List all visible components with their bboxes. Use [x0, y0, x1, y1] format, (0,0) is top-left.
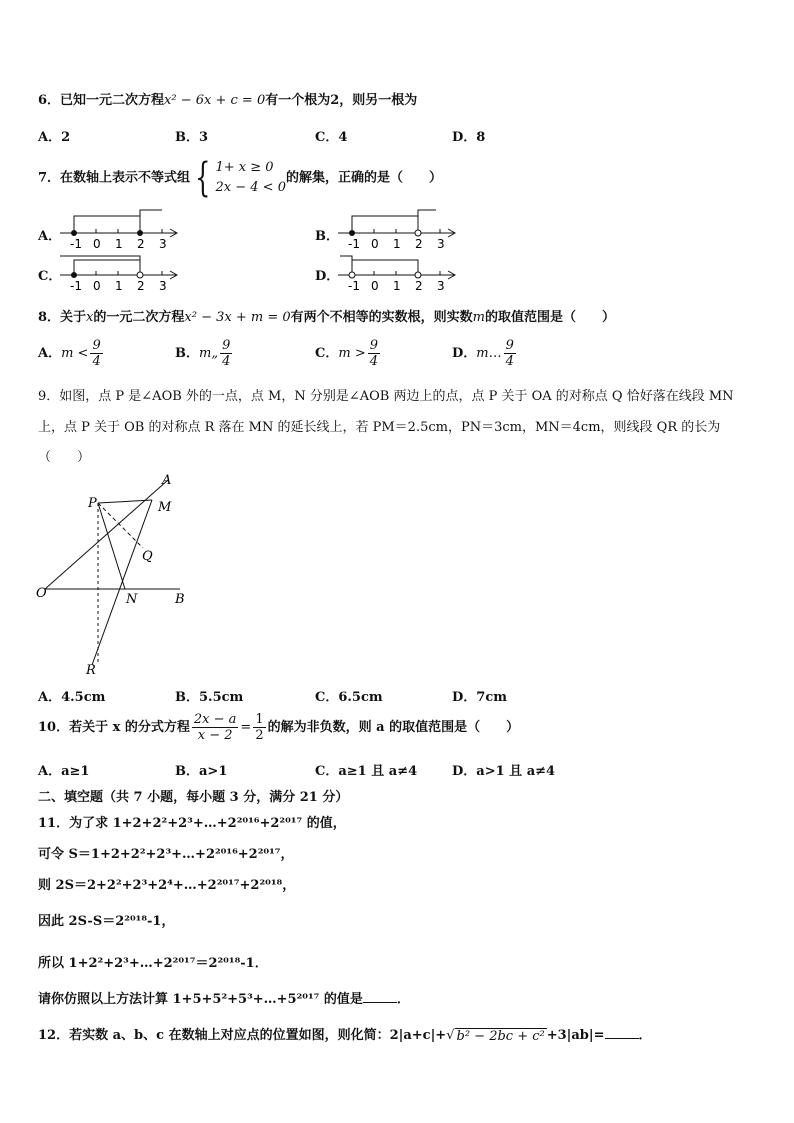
- q7-stem-b: 的解集，正确的是（ ）: [285, 170, 442, 186]
- q8-stem-d: 的取值范围是（ ）: [484, 310, 615, 325]
- tick-label: 2: [415, 237, 423, 251]
- q9-line-2: 上，点 P 关于 OB 的对称点 R 落在 MN 的延长线上，若 PM＝2.5cm，PN＝3cm，MN＝4cm，则线段 QR 的长为: [38, 420, 721, 435]
- q6-stem-b: 有一个根为: [265, 93, 331, 108]
- tick-label: 0: [371, 237, 379, 251]
- q10-lhs-fraction: $\frac{2x - a}{x - 2}$: [193, 712, 237, 743]
- tick-label: 2: [137, 237, 145, 251]
- q11-answer-blank[interactable]: [363, 990, 397, 1003]
- q11-line-4: 因此 2S-S＝2²⁰¹⁸-1，: [38, 914, 175, 929]
- q6-root: 2: [330, 93, 340, 108]
- tick-label: 3: [437, 279, 445, 293]
- q11-line-2: 可令 S＝1+2+2²+2³+…+2²⁰¹⁶+2²⁰¹⁷，: [38, 847, 294, 862]
- tick-label: -1: [70, 237, 82, 251]
- tick-label: 1: [393, 237, 401, 251]
- q6-option-b[interactable]: B．3: [175, 130, 209, 145]
- q8-stem-b: 的一元二次方程: [93, 310, 185, 325]
- q8-stem-a: 8．关于: [38, 310, 87, 325]
- tick-label: 0: [93, 237, 101, 251]
- q10-stem-b: 的解为非负数，则 a 的取值范围是（ ）: [267, 720, 520, 735]
- tick-label: 3: [159, 237, 167, 251]
- q11-line-3: 则 2S＝2+2²+2³+2⁴+…+2²⁰¹⁷+2²⁰¹⁸，: [38, 878, 296, 893]
- q9-option-a[interactable]: A．4.5cm: [38, 690, 106, 705]
- q9-option-d[interactable]: D．7cm: [452, 690, 507, 705]
- q7-row-2: 2x − 4 < 0: [215, 180, 286, 195]
- q12-radical: √ b² − 2bc + c²: [446, 1028, 545, 1044]
- q10-option-d[interactable]: D．a>1 且 a≠4: [452, 764, 556, 779]
- q8-option-d[interactable]: D．m… $\frac{9}{4}$: [452, 338, 514, 369]
- q8-option-b[interactable]: B．m„ $\frac{9}{4}$: [175, 338, 231, 369]
- q10-stem-a: 10．若关于 x 的分式方程: [38, 720, 190, 735]
- tick-label: 0: [93, 279, 101, 293]
- q8-option-a[interactable]: A．m < $\frac{9}{4}$: [38, 338, 101, 369]
- q7-number-line-c[interactable]: [58, 252, 182, 294]
- tick-label: 1: [115, 237, 123, 251]
- q10-option-b[interactable]: B．a>1: [175, 764, 228, 779]
- q12-answer-blank[interactable]: [605, 1026, 639, 1039]
- q8-equation: x² − 3x + m = 0: [184, 310, 291, 325]
- q11-line-5: 所以 1+2²+2³+…+2²⁰¹⁷＝2²⁰¹⁸-1．: [38, 956, 268, 971]
- q6-option-d[interactable]: D．8: [452, 130, 486, 145]
- q8-var-x: x: [86, 310, 94, 325]
- q7-option-c-label[interactable]: C．: [38, 269, 62, 284]
- q9-geometry-figure: [30, 470, 200, 680]
- q6-equation: x² − 6x + c = 0: [164, 93, 266, 108]
- tick-label: 3: [437, 237, 445, 251]
- q7-number-line-b[interactable]: [336, 206, 460, 252]
- question-8: [38, 306, 615, 325]
- label-r: R: [86, 663, 96, 678]
- q10-option-c[interactable]: C．a≥1 且 a≠4: [315, 764, 418, 779]
- q8-option-c[interactable]: C．m > $\frac{9}{4}$: [315, 338, 378, 369]
- label-m: M: [158, 500, 172, 515]
- q7-option-a-label[interactable]: A．: [38, 229, 62, 244]
- q11-line-1: 11．为了求 1+2+2²+2³+…+2²⁰¹⁶+2²⁰¹⁷ 的值，: [38, 816, 346, 831]
- question-12: 12．若实数 a、b、c 在数轴上对应点的位置如图，则化简：2|a+c|+ √ b² − 2bc + c² +3|ab|= ．: [38, 1028, 652, 1044]
- question-6: [38, 89, 417, 108]
- q7-row-1: 1+ x ≥ 0: [215, 160, 274, 175]
- q6-option-c[interactable]: C．4: [315, 130, 348, 145]
- question-10: [38, 712, 519, 743]
- q6-option-a[interactable]: A．2: [38, 130, 71, 145]
- section-2-heading: 二、填空题（共 7 小题，每小题 3 分，满分 21 分）: [38, 790, 349, 805]
- label-a: A: [162, 473, 172, 488]
- tick-label: -1: [348, 279, 360, 293]
- q6-stem-a: 6．已知一元二次方程: [38, 93, 165, 108]
- q8-var-m: m: [472, 310, 485, 325]
- tick-label: 2: [415, 279, 423, 293]
- label-o: O: [36, 586, 47, 601]
- q10-equals: =: [240, 720, 252, 735]
- q6-stem-c: ，则另一根为: [339, 93, 418, 108]
- label-q: Q: [142, 549, 153, 564]
- question-7: [38, 155, 442, 201]
- q7-number-line-a[interactable]: [58, 206, 182, 252]
- q7-option-d-label[interactable]: D．: [315, 269, 340, 284]
- label-b: B: [175, 592, 185, 607]
- q12-stem-b: +3|ab|=: [546, 1028, 605, 1043]
- tick-label: -1: [70, 279, 82, 293]
- tick-label: -1: [348, 237, 360, 251]
- q7-stem-a: 7．在数轴上表示不等式组: [38, 170, 191, 186]
- q11-line-6: 请你仿照以上方法计算 1+5+5²+5³+…+5²⁰¹⁷ 的值是 ．: [38, 992, 410, 1007]
- q7-option-b-label[interactable]: B．: [315, 229, 339, 244]
- q7-inequality-system: { 1+ x ≥ 0 2x − 4 < 0: [195, 155, 286, 201]
- q9-line-1: 9．如图，点 P 是∠AOB 外的一点，点 M，N 分别是∠AOB 两边上的点，点 P 关于 OA 的对称点 Q 恰好落在线段 MN: [38, 389, 734, 404]
- tick-label: 2: [137, 279, 145, 293]
- q9-option-b[interactable]: B．5.5cm: [175, 690, 244, 705]
- q9-option-c[interactable]: C．6.5cm: [315, 690, 383, 705]
- label-n: N: [126, 592, 138, 607]
- q8-stem-c: 有两个不相等的实数根，则实数: [290, 310, 473, 325]
- q12-stem-a: 12．若实数 a、b、c 在数轴上对应点的位置如图，则化简：2|a+c|+: [38, 1028, 447, 1043]
- tick-label: 0: [371, 279, 379, 293]
- q9-line-3: （ ）: [38, 450, 91, 465]
- tick-label: 3: [159, 279, 167, 293]
- q10-rhs-fraction: $\frac{1}{2}$: [255, 712, 264, 743]
- q10-option-a[interactable]: A．a≥1: [38, 764, 90, 779]
- tick-label: 1: [393, 279, 401, 293]
- q7-number-line-d[interactable]: [336, 252, 460, 294]
- tick-label: 1: [115, 279, 123, 293]
- label-p: P: [88, 496, 97, 511]
